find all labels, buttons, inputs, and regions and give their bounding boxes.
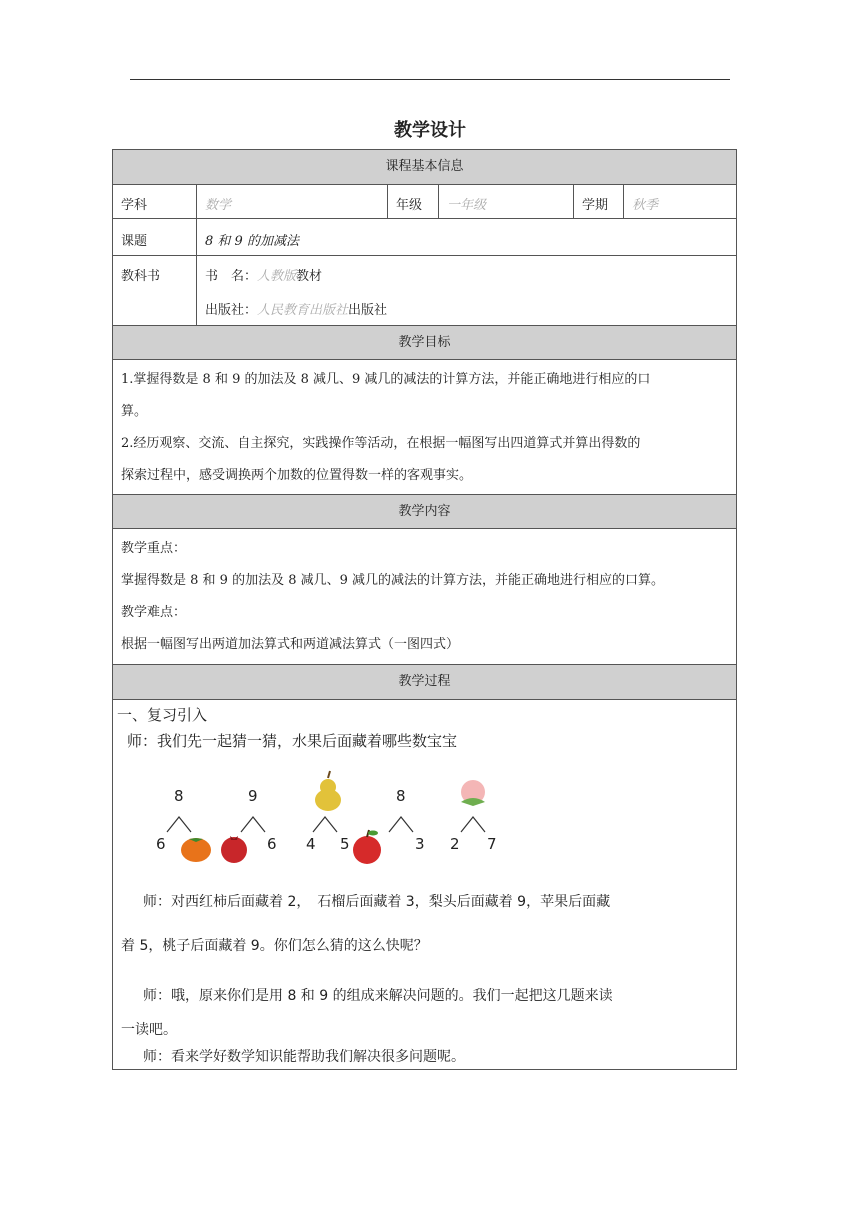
book-value: 人教版	[257, 269, 297, 284]
number-g3-right: 5	[340, 835, 350, 853]
subject-label: 学科	[113, 185, 197, 218]
page-title: 教学设计	[394, 120, 466, 141]
branch-lines-1	[167, 817, 191, 832]
section-header-objectives: 教学目标	[113, 326, 736, 360]
difficulty-text: 根据一幅图写出两道加法算式和两道减法算式（一图四式）	[121, 637, 460, 652]
lesson-table	[112, 149, 737, 1070]
difficulty-label: 教学难点：	[121, 605, 187, 620]
book-suffix: 教材	[296, 269, 323, 284]
grade-value: 一年级	[439, 185, 574, 218]
branch-lines-4	[389, 817, 413, 832]
branch-lines-5	[461, 817, 485, 832]
key-points-text: 掌握得数是 8 和 9 的加法及 8 减几、9 减几的减法的计算方法，并能正确地进行相应的口算。	[121, 573, 665, 588]
pomegranate-icon	[221, 836, 247, 863]
number-g4-right: 3	[415, 835, 425, 853]
header-rule	[130, 79, 730, 80]
teacher-para-2-line-2: 着 5，桃子后面藏着 9。你们怎么猜的这么快呢？	[121, 938, 428, 954]
publisher-value: 人民教育出版社	[257, 303, 349, 318]
tomato-icon	[181, 838, 211, 862]
publisher-prefix: 出版社：	[205, 303, 258, 318]
textbook-row	[113, 256, 736, 326]
teacher-para-3-line-2: 一读吧。	[121, 1022, 177, 1038]
number-g4-top: 8	[396, 787, 406, 805]
fruit-number-figure	[143, 768, 503, 868]
teacher-para-2	[121, 892, 731, 956]
number-g1-left: 6	[156, 835, 166, 853]
topic-label: 课题	[113, 219, 197, 255]
section-review-heading: 一、复习引入	[117, 706, 208, 724]
number-g3-left: 4	[306, 835, 316, 853]
objective-2-line-1: 2.经历观察、交流、自主探究，实践操作等活动，在根据一幅图写出四道算式并算出得数的	[121, 436, 641, 451]
content-body	[113, 529, 736, 665]
subject-value: 数学	[197, 185, 388, 218]
key-points-label: 教学重点：	[121, 541, 187, 556]
term-value: 秋季	[632, 198, 659, 213]
number-g5-right: 7	[487, 835, 497, 853]
teacher-para-4: 师：看来学好数学知识能帮助我们解决很多问题呢。	[143, 1049, 465, 1065]
book-name-line	[205, 265, 322, 284]
objectives-body	[113, 360, 736, 495]
publisher-suffix: 出版社	[348, 303, 388, 318]
teacher-line-1: 师：我们先一起猜一猜，水果后面藏着哪些数宝宝	[127, 732, 458, 750]
objective-2-line-2: 探索过程中，感受调换两个加数的位置得数一样的客观事实。	[121, 468, 473, 483]
textbook-details	[197, 256, 736, 325]
textbook-label: 教科书	[113, 256, 197, 325]
number-g2-right: 6	[267, 835, 277, 853]
process-body	[113, 700, 736, 1069]
teacher-para-2-line-1: 师：对西红柿后面藏着 2， 石榴后面藏着 3，梨头后面藏着 9，苹果后面藏	[143, 894, 611, 910]
pear-icon	[315, 771, 341, 811]
branch-lines-3	[313, 817, 337, 832]
number-g5-left: 2	[450, 835, 460, 853]
book-prefix: 书 名：	[205, 269, 258, 284]
objective-1-line-1: 1.掌握得数是 8 和 9 的加法及 8 减几、9 减几的减法的计算方法，并能正确地进行相应的口	[121, 372, 651, 387]
section-header-basic-info: 课程基本信息	[113, 150, 736, 185]
grade-label: 年级	[388, 185, 439, 218]
publisher-line	[205, 299, 387, 318]
teacher-para-3-line-1: 师：哦，原来你们是用 8 和 9 的组成来解决问题的。我们一起把这几题来读	[143, 988, 613, 1004]
objective-1-line-2: 算。	[121, 404, 148, 419]
topic-row	[113, 219, 736, 256]
teacher-para-3	[121, 986, 731, 1040]
subject-row	[113, 185, 736, 219]
term-label: 学期	[574, 185, 624, 218]
figure-branch-lines	[143, 768, 503, 868]
number-g2-top: 9	[248, 787, 258, 805]
apple-icon	[353, 830, 381, 864]
section-header-content: 教学内容	[113, 495, 736, 529]
peach-icon	[461, 780, 485, 806]
section-header-process: 教学过程	[113, 665, 736, 700]
number-g1-top: 8	[174, 787, 184, 805]
topic-value: 8 和 9 的加减法	[205, 234, 299, 249]
branch-lines-2	[241, 817, 265, 832]
